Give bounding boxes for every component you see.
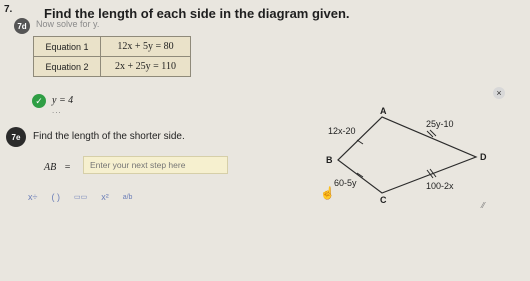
step-7e-prompt: Find the length of the shorter side. [33,131,185,142]
question-number: 7. [4,4,13,15]
vertex-d-label: D [480,152,487,162]
side-ad-label: 25y-10 [426,119,454,129]
equation-label: Equation 2 [34,57,101,77]
equations-table [33,36,191,77]
side-ab-label: 12x-20 [328,126,356,136]
hand-pointer-icon: ☝ [320,186,335,200]
step-7e-badge: 7e [6,127,26,147]
vertex-c-label: C [380,195,387,205]
side-bc-label: 60-5y [334,178,357,188]
exponent-tool-button[interactable]: x² [101,192,109,202]
matrix-tool-button[interactable]: ▭▭ [73,194,88,201]
tick-mark [357,140,363,144]
vertex-a-label: A [380,106,387,116]
equation-value: 12x + 5y = 80 [100,37,190,57]
next-step-input[interactable] [83,156,228,174]
table-row [34,37,191,57]
input-label [44,162,70,173]
equation-label: Equation 1 [34,37,101,57]
kite-outline [338,117,476,193]
step-7d-badge: 7d [14,18,30,34]
more-options-button[interactable]: ... [52,106,62,115]
input-label-variable: AB [44,162,57,173]
divide-tool-button[interactable]: a/b [122,193,133,201]
math-toolbar [28,192,132,202]
table-row [34,57,191,77]
step-7d-subtitle: Now solve for y. [36,19,100,29]
check-circle-icon: ✓ [32,94,46,108]
solution-answer: y = 4 [52,95,74,106]
resize-handle-icon[interactable]: ⁄⁄ [482,201,485,210]
equation-value: 2x + 25y = 110 [100,57,190,77]
side-cd-label: 100-2x [426,181,454,191]
parentheses-tool-button[interactable]: ( ) [51,192,60,202]
input-label-equals: = [64,162,71,173]
close-icon[interactable]: × [493,87,505,99]
question-title: Find the length of each side in the diagram given. [44,6,350,21]
vertex-b-label: B [326,155,333,165]
fraction-tool-button[interactable]: x÷ [28,192,38,202]
